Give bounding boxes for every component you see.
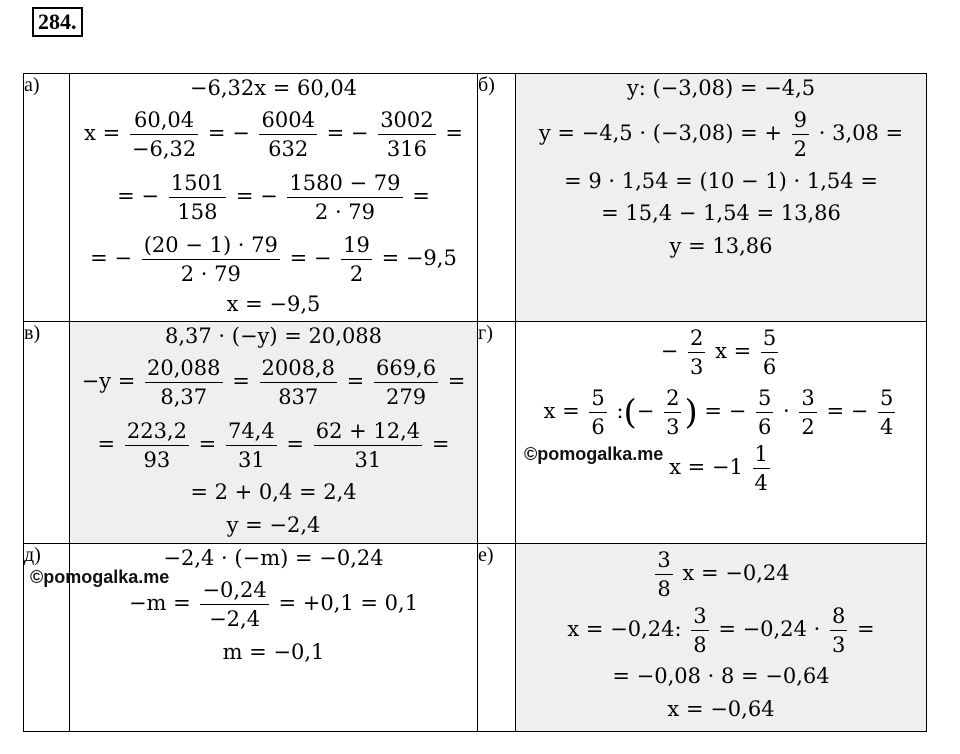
numerator: 223,2 [125, 417, 189, 446]
g-l1-p0: − [660, 339, 679, 363]
g-l2-p0: x = [543, 399, 580, 423]
numerator: −0,24 [200, 576, 268, 605]
e-l2-p1: = −0,24 · [718, 617, 821, 641]
denominator: 6 [591, 415, 605, 439]
numerator: 62 + 12,4 [314, 417, 422, 446]
fraction [688, 324, 705, 381]
fraction [287, 169, 402, 226]
denominator: −2,4 [209, 607, 261, 631]
numerator: (20 − 1) · 79 [142, 231, 280, 260]
v-l2-p1: = [232, 369, 250, 393]
fraction [130, 106, 198, 163]
fraction [664, 384, 681, 441]
denominator: 632 [268, 137, 309, 161]
numerator: 74,4 [226, 417, 277, 446]
fraction [691, 602, 708, 659]
a-l2-p3: = [445, 121, 463, 145]
denominator: 316 [386, 137, 427, 161]
numerator: 2 [688, 324, 705, 353]
a-l2-p1: = − [207, 121, 250, 145]
fraction [169, 169, 226, 226]
g-l1-p1: x = [715, 339, 752, 363]
g-l2-p5: = − [826, 399, 869, 423]
denominator: 2 [793, 137, 808, 161]
v-l2-p3: = [447, 369, 466, 393]
numerator: 5 [878, 384, 895, 413]
fraction [314, 417, 422, 474]
fraction [792, 106, 809, 163]
a-l4-p2: = −9,5 [381, 246, 457, 270]
denominator: 6 [757, 415, 772, 439]
numerator: 2008,8 [260, 354, 337, 383]
a-l3-p0: = − [117, 184, 160, 208]
denominator: 279 [385, 385, 427, 409]
fraction [655, 546, 672, 603]
b-line-3: = 9 · 1,54 = (10 − 1) · 1,54 = [564, 169, 878, 193]
e-l2-p0: x = −0,24: [567, 617, 682, 641]
g-line-1 [516, 324, 926, 381]
cell-v [70, 322, 478, 544]
denominator: 837 [278, 385, 319, 409]
numerator: 19 [341, 231, 372, 260]
fraction [260, 354, 337, 411]
numerator: 2 [664, 384, 681, 413]
g-l2-p3: = − [704, 399, 747, 423]
b-line-2 [516, 106, 926, 163]
g-l3-p0: x = −1 [669, 455, 743, 479]
label-g: г) [478, 322, 516, 544]
fraction [378, 106, 435, 163]
fraction [142, 231, 280, 288]
denominator: 3 [690, 355, 704, 379]
a-line-5: x = −9,5 [226, 292, 321, 316]
fraction [341, 231, 372, 288]
denominator: −6,32 [131, 137, 197, 161]
v-line-2 [70, 354, 477, 411]
cell-g [516, 322, 927, 544]
numerator: 3 [655, 546, 672, 575]
v-l2-p2: = [346, 369, 365, 393]
v-line-4: = 2 + 0,4 = 2,4 [190, 480, 357, 504]
g-l2-p1: : [616, 399, 624, 423]
problem-number: 284. [32, 7, 83, 37]
a-l2-p0: x = [84, 121, 121, 145]
denominator: 31 [354, 448, 382, 472]
numerator: 5 [756, 384, 773, 413]
denominator: 3 [666, 415, 680, 439]
d-l2-p1: = +0,1 = 0,1 [278, 591, 419, 615]
b-l2-p0: y = −4,5 · (−3,08) = + [538, 121, 782, 145]
label-d: д) [24, 544, 70, 732]
a-l3-p1: = − [235, 184, 278, 208]
numerator: 9 [792, 106, 809, 135]
fraction [145, 354, 222, 411]
a-l4-p1: = − [289, 246, 332, 270]
right-paren: ) [684, 392, 698, 433]
label-a: а) [24, 74, 70, 322]
d-l2-p0: −m = [128, 591, 191, 615]
denominator: 4 [754, 471, 768, 495]
a-line-1: −6,32x = 60,04 [189, 76, 358, 100]
fraction [125, 417, 189, 474]
numerator: 1501 [169, 169, 226, 198]
solution-table [23, 73, 927, 732]
denominator: 2 [801, 415, 815, 439]
numerator: 3 [691, 602, 708, 631]
numerator: 5 [589, 384, 606, 413]
fraction [259, 106, 316, 163]
g-line-2 [516, 384, 926, 441]
fraction [753, 440, 770, 497]
v-l3-p1: = [198, 432, 217, 456]
denominator: 8 [657, 577, 671, 601]
fraction [589, 384, 606, 441]
a-l2-p2: = − [326, 121, 369, 145]
numerator: 8 [830, 602, 847, 631]
fraction [878, 384, 895, 441]
fraction [226, 417, 277, 474]
b-line-4: = 15,4 − 1,54 = 13,86 [601, 201, 841, 225]
numerator: 20,088 [145, 354, 222, 383]
e-l1-p0: x = −0,24 [682, 561, 790, 585]
cell-a [70, 74, 478, 322]
a-line-4 [70, 231, 477, 288]
v-line-1: 8,37 · (−y) = 20,088 [164, 324, 383, 348]
g-l2-p2: − [636, 399, 655, 423]
a-l3-p2: = [412, 184, 430, 208]
v-l3-p2: = [286, 432, 305, 456]
denominator: 4 [880, 415, 894, 439]
fraction [799, 384, 816, 441]
left-paren: ( [623, 392, 637, 433]
v-l3-p0: = [97, 432, 116, 456]
denominator: 3 [831, 633, 846, 657]
denominator: 2 · 79 [180, 262, 241, 286]
numerator: 6004 [259, 106, 316, 135]
e-line-4: x = −0,64 [667, 697, 775, 721]
numerator: 1580 − 79 [287, 169, 402, 198]
numerator: 60,04 [130, 106, 198, 135]
v-l2-p0: −y = [81, 369, 136, 393]
numerator: 669,6 [374, 354, 438, 383]
denominator: 8,37 [160, 385, 208, 409]
cell-b [516, 74, 927, 322]
label-v: в) [24, 322, 70, 544]
watermark: ©pomogalka.me [30, 567, 170, 587]
denominator: 8 [693, 633, 707, 657]
numerator: 5 [761, 324, 778, 353]
fraction [200, 576, 268, 633]
denominator: 31 [237, 448, 265, 472]
numerator: 1 [753, 440, 770, 469]
a-l4-p0: = − [90, 246, 133, 270]
v-line-5: y = −2,4 [226, 513, 321, 537]
e-line-1 [516, 546, 926, 603]
denominator: 93 [143, 448, 171, 472]
cell-e [516, 544, 927, 732]
b-l2-p1: · 3,08 = [818, 121, 904, 145]
b-line-1: y: (−3,08) = −4,5 [626, 76, 816, 100]
denominator: 6 [762, 355, 777, 379]
e-line-2 [516, 602, 926, 659]
b-line-5: y = 13,86 [669, 234, 773, 258]
denominator: 158 [177, 200, 218, 224]
label-b: б) [478, 74, 516, 322]
fraction [761, 324, 778, 381]
a-line-3 [70, 169, 477, 226]
e-l2-p2: = [857, 617, 875, 641]
denominator: 2 · 79 [314, 200, 376, 224]
fraction [756, 384, 773, 441]
a-line-2 [70, 106, 477, 163]
denominator: 2 [349, 262, 364, 286]
d-line-1: −2,4 · (−m) = −0,24 [163, 546, 384, 570]
fraction [374, 354, 438, 411]
numerator: 3 [799, 384, 816, 413]
label-e: е) [478, 544, 516, 732]
v-l3-p3: = [431, 432, 450, 456]
g-l2-p4: · [783, 399, 790, 423]
fraction [830, 602, 847, 659]
watermark: ©pomogalka.me [524, 444, 664, 464]
d-line-3: m = −0,1 [222, 640, 325, 664]
e-line-3: = −0,08 · 8 = −0,64 [612, 664, 830, 688]
v-line-3 [70, 417, 477, 474]
numerator: 3002 [378, 106, 435, 135]
